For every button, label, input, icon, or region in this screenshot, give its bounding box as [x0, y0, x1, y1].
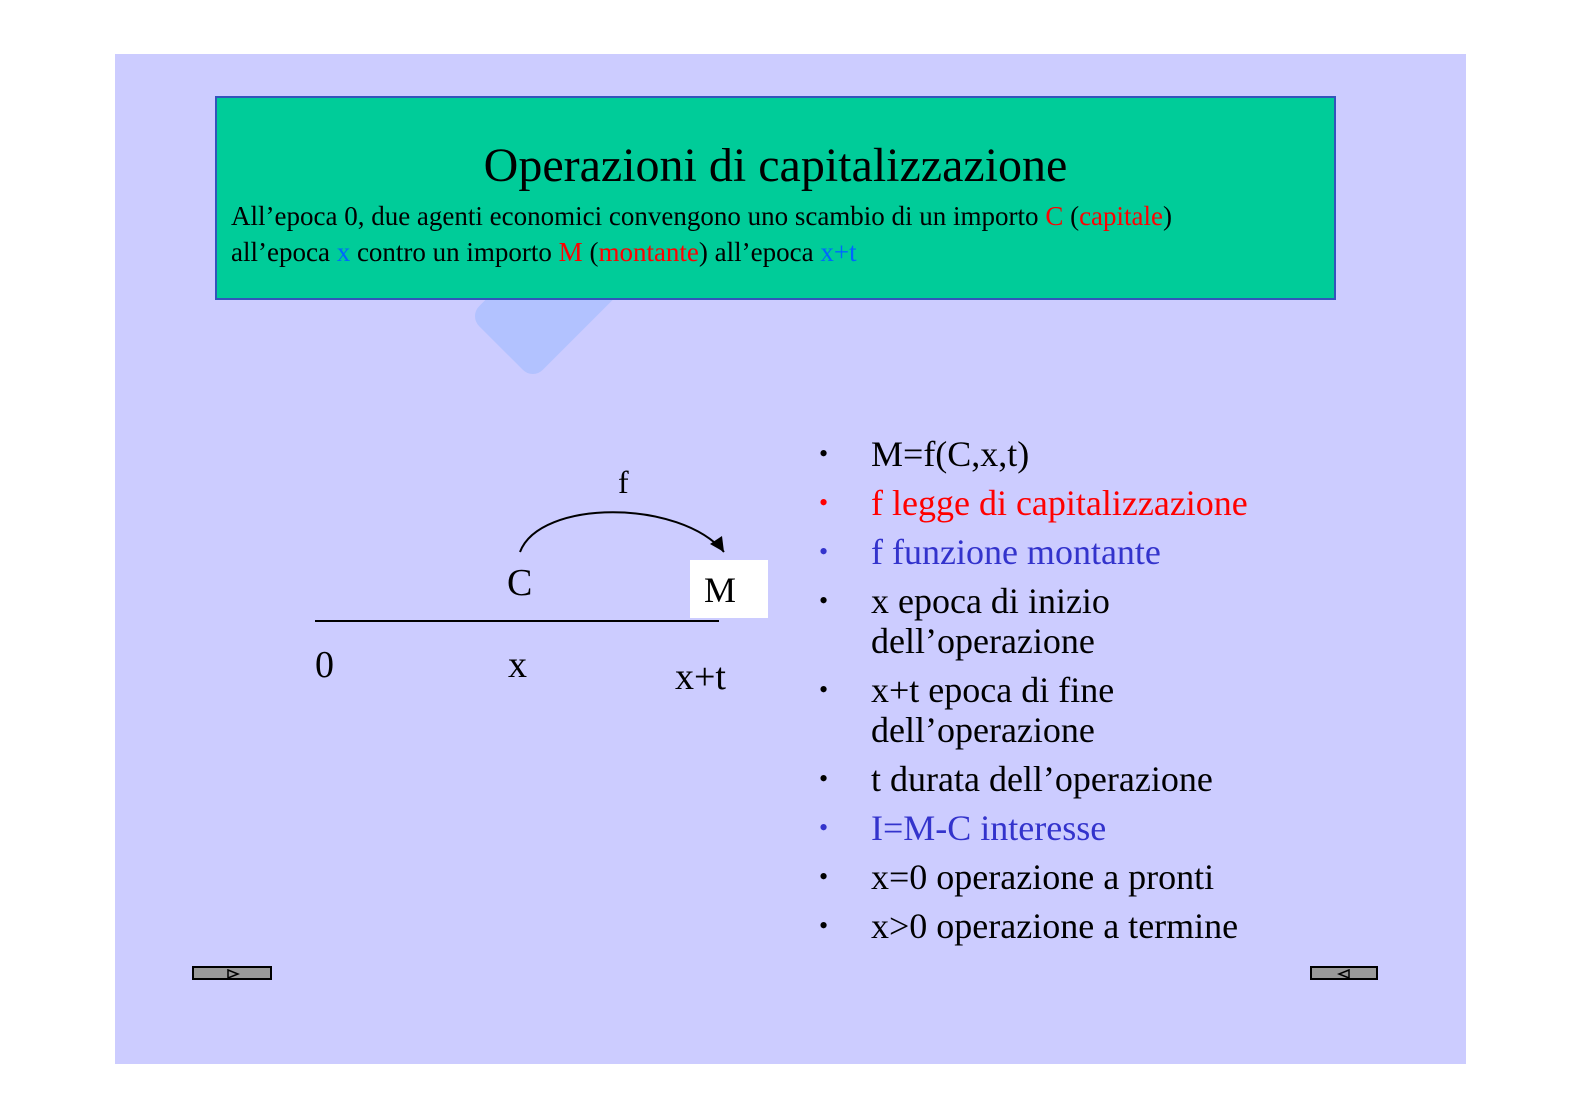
intro-montante: montante: [598, 237, 699, 267]
bullet-item: • f legge di capitalizzazione: [819, 483, 1248, 523]
title-box: [215, 96, 1336, 300]
intro-line2-b: contro un importo: [350, 237, 559, 267]
diagram-f-label: f: [618, 464, 629, 500]
bullet-item: • x epoca di inizio dell’operazione: [819, 581, 1110, 661]
bullet-item: • x>0 operazione a termine: [819, 906, 1239, 946]
bullet-list: [815, 434, 1248, 955]
next-slide-button[interactable]: [192, 966, 272, 980]
timeline-axis: [315, 620, 719, 622]
diagram-x-label: x: [508, 644, 527, 686]
slide-title: Operazioni di capitalizzazione: [483, 139, 1068, 192]
intro-xt: x+t: [820, 237, 857, 267]
intro-x: x: [336, 237, 351, 267]
bullet-item: • t durata dell’operazione: [819, 759, 1213, 799]
intro-m: M: [558, 237, 583, 267]
intro-line2-a: all’epoca: [231, 237, 337, 267]
play-left-icon: [1337, 969, 1351, 979]
diagram-m-label: M: [704, 570, 737, 610]
intro-capitale: capitale: [1079, 201, 1164, 231]
play-right-icon: [226, 969, 240, 979]
diagram-zero-label: 0: [315, 644, 334, 686]
bullet-item: • x+t epoca di fine dell’operazione: [819, 670, 1115, 750]
previous-slide-button[interactable]: [1310, 966, 1378, 980]
intro-line2-d: ) all’epoca: [698, 237, 821, 267]
intro-c: C: [1045, 201, 1064, 231]
diagram-xt-label: x+t: [675, 656, 726, 698]
bullet-item: • I=M-C interesse: [819, 808, 1107, 848]
diagram-c-label: C: [507, 562, 533, 604]
intro-line2-c: (: [582, 237, 599, 267]
slide: [115, 54, 1466, 1064]
bullet-item: • f funzione montante: [819, 532, 1161, 572]
bullet-item: • M=f(C,x,t): [819, 434, 1030, 474]
diagram-m-box: [690, 560, 768, 618]
intro-line1-end: ): [1163, 201, 1173, 231]
intro-line1-a: All’epoca 0, due agenti economici convengono uno scambio di un importo: [231, 201, 1046, 231]
bullet-item: • x=0 operazione a pronti: [819, 857, 1215, 897]
intro-text: [231, 198, 1321, 270]
intro-line1-b: (: [1063, 201, 1080, 231]
